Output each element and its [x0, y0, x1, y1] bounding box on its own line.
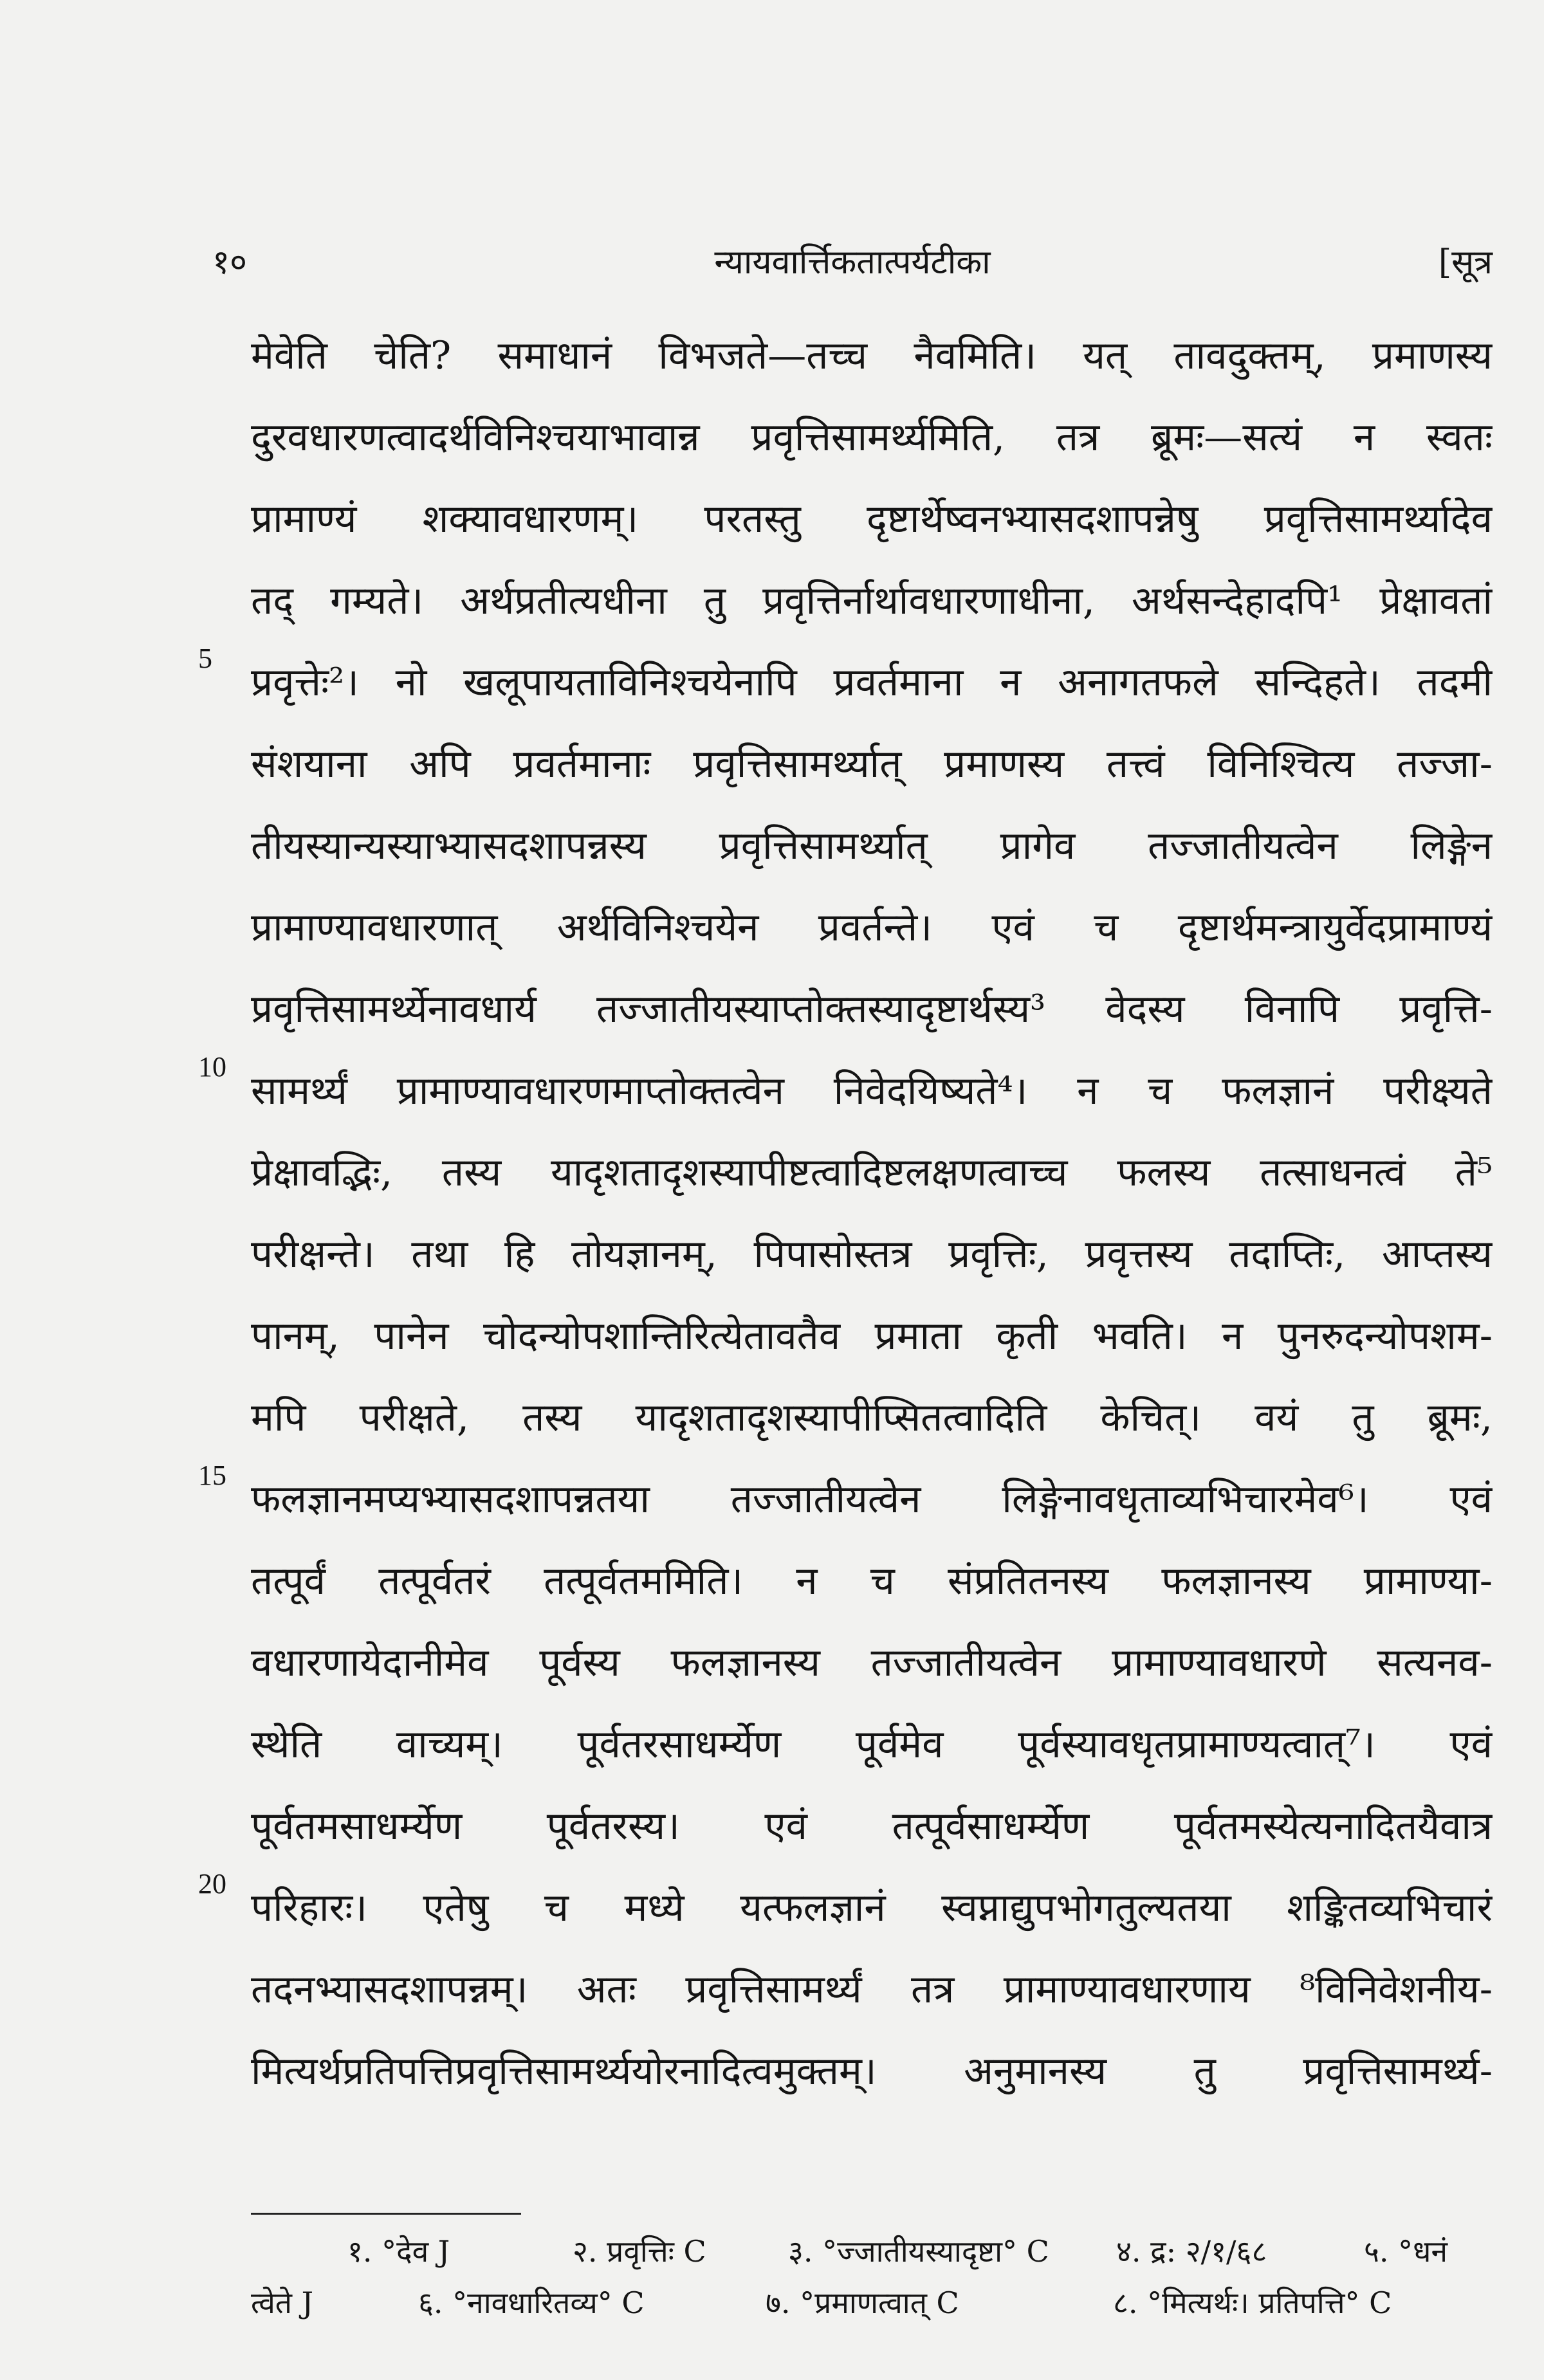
text-line: फलज्ञानमप्यभ्यासदशापन्नतया तज्जातीयत्वेन लिङ्गेनावधृताव्यभिचारमेव⁶। एवं — [251, 1477, 1493, 1522]
text-line: परिहारः। एतेषु च मध्ये यत्फलज्ञानं स्वप्नाद्युपभोगतुल्यतया शङ्कितव्यभिचारं — [251, 1885, 1493, 1930]
line-number: 15 — [198, 1460, 226, 1491]
text-line: सामर्थ्यं प्रामाण्यावधारणमाप्तोक्तत्वेन निवेदयिष्यते⁴। न च फलज्ञानं परीक्ष्यते — [251, 1068, 1493, 1113]
section-marker: [सूत्र — [1438, 243, 1493, 282]
text-line: मित्यर्थप्रतिपत्तिप्रवृत्तिसामर्थ्ययोरनादित्वमुक्तम्। अनुमानस्य तु प्रवृत्तिसामर्थ्य- — [251, 2049, 1493, 2094]
text-line: प्रवृत्तिसामर्थ्येनावधार्य तज्जातीयस्याप्तोक्तस्यादृष्टार्थस्य³ वेदस्य विनापि प्रवृत्ति- — [251, 987, 1493, 1032]
text-line: दुरवधारणत्वादर्थविनिश्चयाभावान्न प्रवृत्तिसामर्थ्यमिति, तत्र ब्रूमः—सत्यं न स्वतः — [251, 415, 1493, 460]
text-line: परीक्षन्ते। तथा हि तोयज्ञानम्, पिपासोस्तत्र प्रवृत्तिः, प्रवृत्तस्य तदाप्तिः, आप्तस्य — [251, 1232, 1493, 1277]
text-line: प्रवृत्तेः²। नो खलूपायताविनिश्चयेनापि प्रवर्तमाना न अनागतफले सन्दिहते। तदमी — [251, 660, 1493, 705]
footnote: ४. द्र: २/१/६८ — [1116, 2234, 1267, 2269]
footnote: ५. °धनं — [1364, 2234, 1448, 2269]
text-line: प्रामाण्यं शक्यावधारणम्। परतस्तु दृष्टार्थेष्वनभ्यासदशापन्नेषु प्रवृत्तिसामर्थ्यादेव — [251, 497, 1493, 542]
text-line: तदनभ्यासदशापन्नम्। अतः प्रवृत्तिसामर्थ्यं तत्र प्रामाण्यावधारणाय ⁸विनिवेशनीय- — [251, 1967, 1493, 2012]
text-line: पानम्, पानेन चोदन्योपशान्तिरित्येतावतैव प्रमाता कृती भवति। न पुनरुदन्योपशम- — [251, 1314, 1493, 1359]
text-line: तीयस्यान्यस्याभ्यासदशापन्नस्य प्रवृत्तिसामर्थ्यात् प्रागेव तज्जातीयत्वेन लिङ्गेन — [251, 823, 1493, 868]
page-number: १० — [212, 243, 248, 282]
footnote: ८. °मित्यर्थः। प्रतिपत्ति° C — [1113, 2285, 1392, 2320]
footnote: त्वेते J — [251, 2285, 314, 2320]
footnotes — [251, 2226, 1493, 2329]
footnote: ३. °ज्जातीयस्यादृष्टा° C — [788, 2234, 1049, 2269]
footnote-line — [251, 2277, 1493, 2329]
main-text — [198, 315, 1493, 2112]
text-line: वधारणायेदानीमेव पूर्वस्य फलज्ञानस्य तज्जातीयत्वेन प्रामाण्यावधारणे सत्यनव- — [251, 1640, 1493, 1685]
footnote-line — [251, 2226, 1493, 2277]
footnote: ६. °नावधारितव्य° C — [418, 2285, 645, 2320]
running-title: न्यायवार्त्तिकतात्पर्यटीका — [714, 243, 991, 282]
line-number: 10 — [198, 1051, 226, 1083]
line-number: 20 — [198, 1868, 226, 1899]
footnote: ७. °प्रमाणत्वात् C — [766, 2285, 959, 2320]
line-number: 5 — [198, 643, 212, 674]
footnote: २. प्रवृत्तिः C — [573, 2234, 706, 2269]
footnote: १. °देव J — [347, 2234, 450, 2269]
text-line: प्रामाण्यावधारणात् अर्थविनिश्चयेन प्रवर्तन्ते। एवं च दृष्टार्थमन्त्रायुर्वेदप्रामाण्यं — [251, 905, 1493, 950]
text-line: प्रेक्षावद्भिः, तस्य यादृशतादृशस्यापीष्टत्वादिष्टलक्षणत्वाच्च फलस्य तत्साधनत्वं ते⁵ — [251, 1150, 1493, 1195]
text-line: मपि परीक्षते, तस्य यादृशतादृशस्यापीप्सितत्वादिति केचित्। वयं तु ब्रूमः, — [251, 1395, 1493, 1440]
text-line: मेवेति चेति? समाधानं विभजते—तच्च नैवमिति। यत् तावदुक्तम्, प्रमाणस्य — [251, 333, 1493, 378]
running-header — [212, 238, 1493, 296]
footnote-divider — [251, 2213, 521, 2215]
text-line: तत्पूर्वं तत्पूर्वतरं तत्पूर्वतममिति। न च संप्रतितनस्य फलज्ञानस्य प्रामाण्या- — [251, 1559, 1493, 1604]
text-line: पूर्वतमसाधर्म्येण पूर्वतरस्य। एवं तत्पूर्वसाधर्म्येण पूर्वतमस्येत्यनादितयैवात्र — [251, 1804, 1493, 1849]
text-line: तद् गम्यते। अर्थप्रतीत्यधीना तु प्रवृत्तिर्नार्थावधारणाधीना, अर्थसन्देहादपि¹ प्रेक्षावतां — [251, 578, 1493, 623]
text-line: संशयाना अपि प्रवर्तमानाः प्रवृत्तिसामर्थ्यात् प्रमाणस्य तत्त्वं विनिश्चित्य तज्जा- — [251, 742, 1493, 787]
text-line: स्थेति वाच्यम्। पूर्वतरसाधर्म्येण पूर्वमेव पूर्वस्यावधृतप्रामाण्यत्वात्⁷। एवं — [251, 1722, 1493, 1767]
